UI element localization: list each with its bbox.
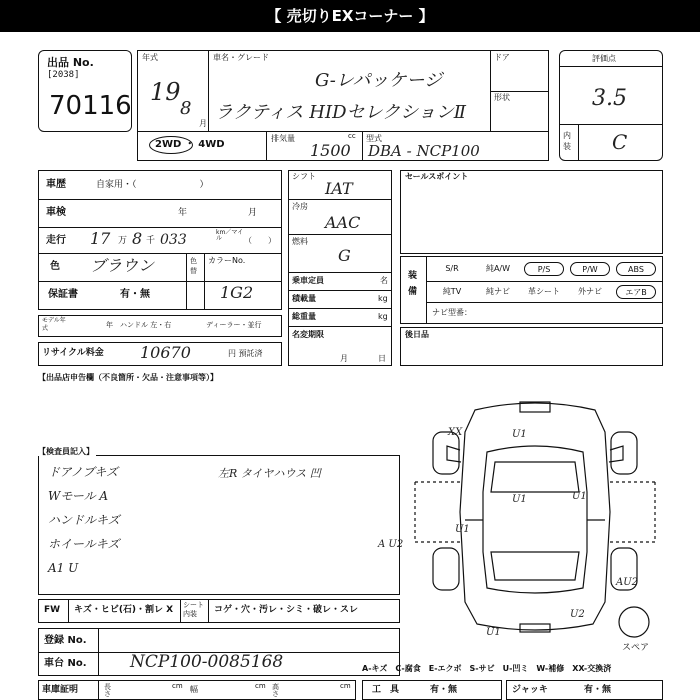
fw-items: キズ・ヒビ(石)・割レ X <box>74 605 174 615</box>
sekisai-unit: kg <box>378 294 388 303</box>
shape-label: 形状 <box>494 93 510 102</box>
jack-label: ジャッキ <box>512 685 548 695</box>
recycle-value: 10670 <box>140 343 191 362</box>
color-no-label: カラーNo. <box>208 256 246 265</box>
inspector-line: ドアノブキズ <box>48 465 118 479</box>
mileage-label: 走行 <box>46 235 66 246</box>
equipment-item: 純ナビ <box>486 287 510 296</box>
warranty-label: 保証書 <box>48 289 78 300</box>
score-value: 3.5 <box>592 86 627 111</box>
fw-label: FW <box>44 605 61 615</box>
grade-value: G-レパッケージ <box>315 70 443 91</box>
shift-value: IAT <box>325 179 353 198</box>
jack-value: 有・無 <box>584 685 612 695</box>
mileage-sen-unit: 千 <box>146 236 156 246</box>
sekisai-label: 積載量 <box>292 294 316 303</box>
inspector-note: 左R タイヤハウス 凹 <box>218 467 321 480</box>
inspector-line: A1 U <box>48 561 79 575</box>
size-length-unit: cm <box>172 682 183 690</box>
car-damage-diagram <box>405 392 665 652</box>
teiin-label: 乗車定員 <box>292 276 324 285</box>
meigi-month: 月 <box>340 354 348 363</box>
inspector-line: Wモール A <box>48 489 109 503</box>
equipment-item: 外ナビ <box>578 287 602 296</box>
lot-label: 出品 No. <box>47 56 94 69</box>
mileage-unit: km／マイル <box>216 229 244 242</box>
shaken-label: 車検 <box>46 207 66 218</box>
displacement-label: 排気量 <box>271 134 295 143</box>
size-width-unit: cm <box>255 682 266 690</box>
aircon-label: 冷房 <box>292 202 308 211</box>
meigi-label: 名変期限 <box>292 330 324 339</box>
meigi-day: 日 <box>378 354 386 363</box>
size-width: 幅 <box>190 685 198 694</box>
warranty-value: 有・無 <box>120 289 150 300</box>
color-change-label: 色替 <box>190 257 197 275</box>
drive-label: 2WD ・ 4WD <box>155 139 225 150</box>
color-value: ブラウン <box>90 256 155 275</box>
nenshiki-month: 8 <box>180 98 192 119</box>
size-height: 高さ <box>272 683 279 698</box>
seat-items: コゲ・穴・汚レ・シミ・破レ・スレ <box>214 605 359 615</box>
size-length: 長さ <box>104 683 111 698</box>
chassis-value: NCP100-0085168 <box>130 652 284 672</box>
mileage-man-unit: 万 <box>118 236 128 246</box>
sales-point-box <box>400 170 663 254</box>
equipment-item: P/S <box>524 262 564 276</box>
teiin-unit: 名 <box>380 276 388 285</box>
shaken-year: 年 <box>178 208 188 218</box>
damage-mark-rear-bumper-left: U1 <box>486 627 501 638</box>
model-year-unit: 年 <box>106 321 113 329</box>
model-label: 型式 <box>366 134 382 143</box>
interior-label: 内装 <box>563 131 571 151</box>
fuel-label: 燃料 <box>292 237 308 246</box>
model-year-label: モデル年式 <box>42 317 66 332</box>
registration-label: 登録 No. <box>44 635 87 646</box>
size-height-unit: cm <box>340 682 351 690</box>
chassis-label: 車台 No. <box>44 658 87 669</box>
damage-mark-front-left: XX <box>448 427 463 438</box>
size-label: 車庫証明 <box>42 685 79 695</box>
inspector-label: 【検査員記入】 <box>38 447 94 456</box>
equipment-item: ABS <box>616 262 656 276</box>
equipment-item: 純A/W <box>485 264 511 273</box>
equipment-item: 純TV <box>442 287 462 296</box>
mileage-paren: （ ） <box>244 236 276 245</box>
spare-label: スペア <box>622 643 650 653</box>
damage-mark-rear-right: AU2 <box>616 577 639 588</box>
dealer-label: ディーラー・並行 <box>206 321 262 329</box>
nenshiki-label: 年式 <box>142 53 158 62</box>
damage-mark-left-door: U1 <box>455 524 470 535</box>
displacement-unit: cc <box>348 132 356 140</box>
lot-number: 70116 <box>49 91 132 121</box>
shareki-value: 自家用・（ ） <box>96 180 209 190</box>
aircon-value: AAC <box>325 213 361 232</box>
nenshiki-unit: 月 <box>199 119 207 128</box>
mileage-sen: 8 <box>132 229 143 248</box>
lot-box <box>38 50 132 132</box>
equipment-label: 装備 <box>408 271 418 297</box>
score-label: 評価点 <box>592 54 616 63</box>
mileage-man: 17 <box>90 229 111 248</box>
inspector-line: ハンドルキズ <box>48 513 120 527</box>
inspector-line: ホイールキズ <box>48 537 120 551</box>
color-label: 色 <box>50 261 60 272</box>
interior-value: C <box>612 130 628 154</box>
color-no-value: 1G2 <box>220 283 254 302</box>
recycle-label: リサイクル料金 <box>42 348 104 358</box>
damage-mark-right-side: U1 <box>572 491 587 502</box>
shaken-month: 月 <box>248 208 258 218</box>
shamei-label: 車名・グレード <box>213 53 269 62</box>
damage-legend: A-キズ C-腐食 E-エクボ S-サビ U-凹ミ W-補修 XX-交換済 <box>362 664 612 673</box>
shop-notes-label: 【出品店申告欄（不良箇所・欠品・注意事項等）】 <box>38 373 218 382</box>
displacement-value: 1500 <box>310 141 351 160</box>
equipment-item: S/R <box>445 264 459 273</box>
damage-mark-front: U1 <box>512 429 527 440</box>
lot-code: [2038] <box>47 70 80 80</box>
recycle-unit: 円 預託済 <box>228 349 263 358</box>
equipment-item: P/W <box>570 262 610 276</box>
damage-mark-rear-bumper-right: U2 <box>570 609 585 620</box>
notes-label: 後日品 <box>405 330 429 339</box>
sojuryo-label: 総重量 <box>292 312 316 321</box>
fuel-value: G <box>338 246 351 265</box>
model-value: DBA - NCP100 <box>368 142 480 160</box>
handle-label: ハンドル 左・右 <box>120 321 172 329</box>
equipment-item: 革シート <box>528 287 560 296</box>
seat-label: シート内装 <box>183 601 204 618</box>
banner-title: 【 売切りEXコーナー 】 <box>0 0 700 32</box>
shareki-label: 車歴 <box>46 179 66 190</box>
tools-value: 有・無 <box>430 685 458 695</box>
door-label: ドア <box>494 53 510 62</box>
mileage-rest: 033 <box>160 232 187 248</box>
damage-mark-left-outer: A U2 <box>378 539 404 550</box>
sales-point-label: セールスポイント <box>405 172 469 181</box>
navi-model-label: ナビ型番： <box>432 308 472 317</box>
nenshiki-year: 19 <box>150 78 181 106</box>
shift-label: シフト <box>292 172 316 181</box>
damage-mark-roof: U1 <box>512 494 527 505</box>
notes-box <box>400 327 663 366</box>
tools-label: 工 具 <box>372 685 400 695</box>
equipment-item: エアB <box>616 285 656 299</box>
sojuryo-unit: kg <box>378 312 388 321</box>
car-name-value: ラクティス HIDセレクションⅡ <box>215 102 467 123</box>
